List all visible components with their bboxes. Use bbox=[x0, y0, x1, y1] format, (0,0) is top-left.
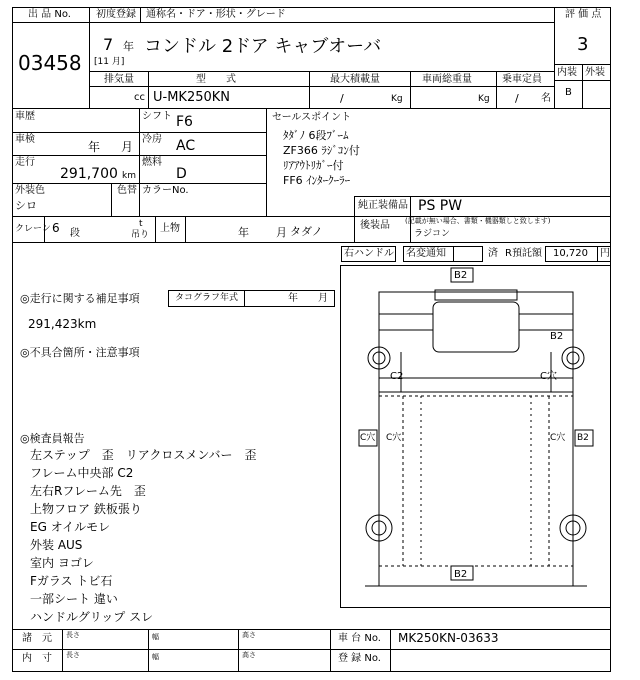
inspection-month-unit: 月 bbox=[121, 140, 134, 154]
inspector-item: 上物フロア 鉄板張り bbox=[30, 502, 142, 516]
truck-diagram bbox=[341, 266, 610, 607]
shift-label: シフト bbox=[142, 111, 172, 122]
body-month-unit: 月 bbox=[276, 226, 287, 239]
displacement-label: 排気量 bbox=[104, 74, 134, 85]
crane-unit: 段 bbox=[70, 228, 80, 239]
tacho-month-unit: 月 bbox=[318, 293, 328, 304]
crane-label: クレーン bbox=[15, 224, 51, 234]
sales-point-item: ﾀﾀﾞﾉ 6段ﾌﾞｰﾑ bbox=[283, 129, 349, 142]
inspector-item: 一部シート 違い bbox=[30, 592, 118, 606]
dims-height-label: 高さ bbox=[242, 631, 256, 639]
inspector-item: 室内 ヨゴレ bbox=[30, 556, 94, 570]
recycle-label: R預託額 bbox=[505, 248, 542, 259]
color-value: シロ bbox=[15, 199, 37, 212]
sales-point-item: ﾘｱｱｳﾄﾘｶﾞｰ付 bbox=[283, 159, 344, 172]
max-load-label: 最大積載量 bbox=[330, 74, 380, 85]
chassis-value: MK250KN-03633 bbox=[398, 631, 499, 645]
first-reg-label: 初度登録 bbox=[96, 9, 136, 20]
registration-label: 登 録 No. bbox=[338, 653, 381, 664]
damage-label-right-box: B2 bbox=[577, 433, 589, 443]
sales-point-item: ZF366 ﾗｼﾞｺﾝ付 bbox=[283, 144, 360, 157]
body-label: 上物 bbox=[160, 223, 180, 234]
cc-unit: cc bbox=[134, 92, 145, 103]
inspector-label: ◎検査員報告 bbox=[20, 432, 85, 445]
inspector-item: フレーム中央部 C2 bbox=[30, 466, 134, 480]
color-label: 外装色 bbox=[15, 185, 45, 196]
crane-value: 6 bbox=[52, 221, 60, 235]
damage-label-left-box: C穴 bbox=[360, 433, 376, 443]
capacity-label: 乗車定員 bbox=[502, 74, 542, 85]
oem-equipment-label: 純正装備品 bbox=[358, 200, 408, 211]
interior-grade-value: B bbox=[565, 87, 572, 98]
lot-number: 03458 bbox=[18, 51, 82, 75]
exterior-grade-label: 外装 bbox=[585, 67, 605, 78]
mileage-label: 走行 bbox=[15, 157, 35, 168]
body-value: タダノ bbox=[290, 225, 323, 238]
capacity-slash: / bbox=[515, 92, 519, 105]
fuel-label: 燃料 bbox=[142, 157, 162, 168]
inspector-item: 外装 AUS bbox=[30, 538, 83, 552]
inspection-label: 車検 bbox=[15, 134, 35, 145]
ac-value: AC bbox=[176, 138, 196, 154]
inspection-year-unit: 年 bbox=[88, 140, 101, 154]
type-label: 型 式 bbox=[196, 74, 236, 85]
hoist-unit: 吊り bbox=[131, 230, 150, 240]
shift-value: F6 bbox=[176, 114, 193, 130]
damage-label-front: B2 bbox=[454, 270, 468, 281]
max-load-slash: / bbox=[340, 92, 344, 105]
recycle-value: 10,720 bbox=[553, 248, 588, 259]
aftermarket-value: ラジコン bbox=[414, 229, 451, 239]
chassis-label: 車 台 No. bbox=[338, 633, 381, 644]
interior-height-label: 高さ bbox=[242, 651, 256, 659]
yen-unit: 円 bbox=[600, 248, 610, 259]
deposit-status: 済 bbox=[488, 248, 498, 259]
sales-points-label: セールスポイント bbox=[272, 112, 352, 123]
aftermarket-note: (記載が無い場合、書類・機器類しと致します) bbox=[405, 217, 551, 225]
history-label: 車歴 bbox=[15, 111, 35, 122]
interior-grade-label: 内装 bbox=[557, 67, 577, 78]
interior-length-label: 長さ bbox=[66, 651, 80, 659]
inspector-item: 左ステップ 歪 リアクロスメンバー 歪 bbox=[30, 448, 257, 462]
color-no-label: カラーNo. bbox=[142, 185, 189, 196]
steering-side: 右ハンドル bbox=[344, 248, 394, 259]
damage-label-right-frame: C穴 bbox=[540, 371, 557, 382]
damage-label-right-inner: C穴 bbox=[550, 433, 566, 443]
dims-length-label: 長さ bbox=[66, 631, 80, 639]
damage-label-right-front: B2 bbox=[550, 331, 564, 342]
mileage-note-label: ◎走行に関する補足事項 bbox=[20, 292, 140, 305]
damage-label-left-frame: C2 bbox=[390, 371, 404, 382]
first-reg-year-unit: 年 bbox=[123, 40, 134, 53]
mileage-value: 291,700 bbox=[60, 166, 118, 182]
oem-equipment-value: PS PW bbox=[418, 198, 463, 214]
name-change-label: 名変通知 bbox=[406, 248, 446, 259]
tacho-year-unit: 年 bbox=[288, 293, 298, 304]
inspector-item: Fガラス トビ石 bbox=[30, 574, 113, 588]
body-year-unit: 年 bbox=[238, 226, 249, 239]
model-name: コンドル 2ドア キャブオーバ bbox=[144, 36, 382, 57]
gross-weight-label: 車両総重量 bbox=[422, 74, 472, 85]
inspector-item: 左右Rフレーム先 歪 bbox=[30, 484, 146, 498]
capacity-unit: 名 bbox=[541, 93, 551, 104]
mileage-unit: km bbox=[122, 171, 136, 181]
aftermarket-label: 後装品 bbox=[360, 220, 390, 231]
first-reg-month: [11 月] bbox=[94, 57, 125, 67]
tacho-label: タコグラフ年式 bbox=[175, 293, 239, 303]
actual-mileage: 291,423km bbox=[28, 317, 97, 331]
model-label: 通称名・ドア・形状・グレード bbox=[146, 9, 286, 20]
dims-width-label: 幅 bbox=[152, 633, 159, 641]
max-load-unit: Kg bbox=[391, 94, 403, 104]
interior-dims-label: 内 寸 bbox=[22, 653, 52, 664]
windshield bbox=[433, 302, 519, 352]
inspector-item: EG オイルモレ bbox=[30, 520, 111, 534]
damage-label-rear: B2 bbox=[454, 569, 468, 580]
ac-label: 冷房 bbox=[142, 134, 162, 145]
inspector-item: ハンドルグリップ スレ bbox=[30, 610, 154, 624]
ton-unit: t bbox=[139, 219, 143, 229]
dims-label: 諸 元 bbox=[22, 633, 52, 644]
interior-width-label: 幅 bbox=[152, 653, 159, 661]
sales-point-item: FF6 ｲﾝﾀｰｸｰﾗｰ bbox=[283, 174, 351, 187]
defects-label: ◎不具合箇所・注意事項 bbox=[20, 346, 140, 359]
grade-label: 評 価 点 bbox=[565, 9, 602, 20]
damage-label-left-inner: C穴 bbox=[386, 433, 402, 443]
first-reg-year: 7 bbox=[103, 35, 114, 54]
cargo-bed bbox=[379, 378, 573, 586]
color-change-label: 色替 bbox=[117, 185, 137, 196]
gross-weight-unit: Kg bbox=[478, 94, 490, 104]
lot-label: 出 品 No. bbox=[28, 9, 71, 20]
type-value: U-MK250KN bbox=[153, 90, 231, 105]
fuel-value: D bbox=[176, 166, 187, 182]
grade-value: 3 bbox=[577, 34, 589, 55]
